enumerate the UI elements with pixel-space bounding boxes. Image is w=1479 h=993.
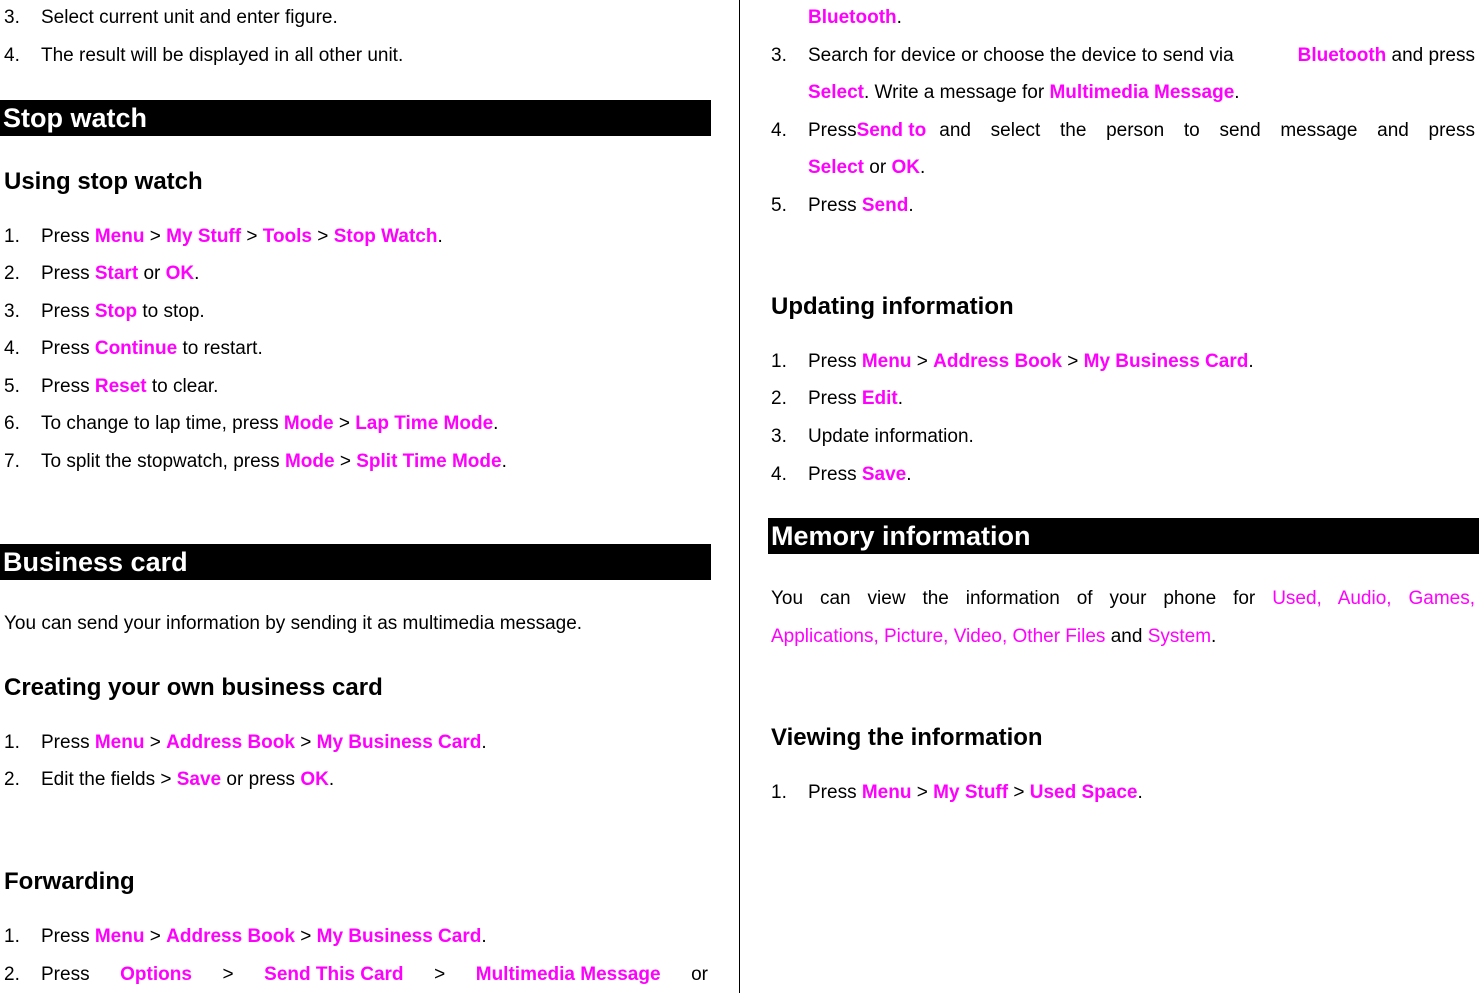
memory-intro-and: and [1105,626,1148,647]
memory-intro-end: Applications, Picture, Video, Other Files and System. [771,626,1217,647]
memory-intro-system: System [1147,626,1212,647]
business-card-banner: Business card [0,544,711,580]
list-item-continuation: Bluetooth. [808,7,902,28]
section-heading: Viewing the information [771,724,1043,751]
memory-intro-items-cont: Applications, Picture, Video, Other Files [771,626,1106,647]
memory-information-banner: Memory information [768,518,1479,554]
section-heading: Creating your own business card [4,674,383,701]
section-heading: Using stop watch [4,168,203,195]
section-heading: Updating information [771,293,1014,320]
stop-watch-banner: Stop watch [0,100,711,136]
list-item: 3. Search for device or choose the device to send via Bluetooth and press Select. Write a message for Multimedia Message. [771,45,1475,103]
memory-intro: You can view the information of your phone for Used, Audio, Games, [771,588,1475,609]
column-divider [739,0,740,993]
memory-intro-items: Used, Audio, Games, [1272,588,1475,609]
section-heading: Forwarding [4,868,135,895]
list-item: 4. Press Send to and select the person to send message and press Select or OK. [771,120,1475,178]
business-card-intro: You can send your information by sending it as multimedia message. [4,613,583,634]
